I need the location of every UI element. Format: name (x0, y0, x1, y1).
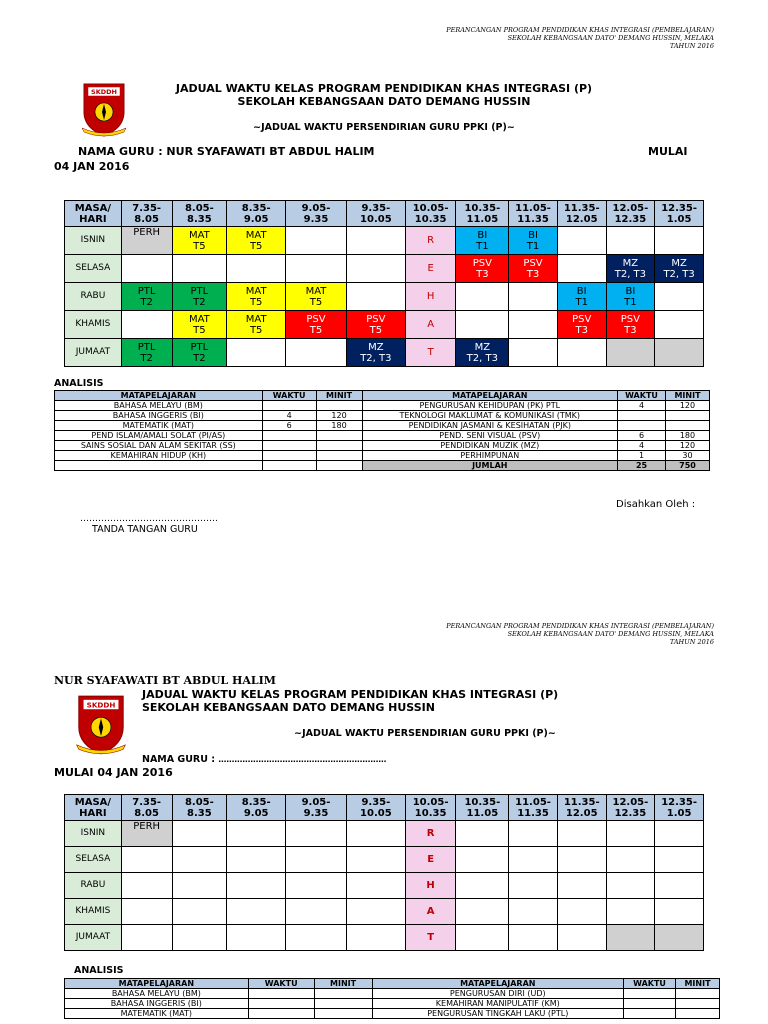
timetable-header-cell: 12.35- 1.05 (655, 795, 704, 821)
analysis-cell: 120 (316, 411, 362, 421)
analysis-header: WAKTU (248, 979, 314, 989)
page1-teacher-name: NAMA GURU : NUR SYAFAWATI BT ABDUL HALIM (78, 145, 375, 158)
analysis-cell (248, 989, 314, 999)
timetable-header-cell: 10.35- 11.05 (456, 201, 509, 227)
lesson-cell: BI T1 (606, 283, 655, 311)
analysis-row (55, 431, 710, 441)
empty-cell (606, 339, 655, 367)
empty-cell (227, 873, 286, 899)
analysis-table-page1 (54, 390, 710, 471)
lesson-cell: BI T1 (456, 227, 509, 255)
analysis-cell (624, 999, 676, 1009)
analysis-cell (624, 989, 676, 999)
lesson-cell: MAT T5 (172, 311, 227, 339)
analysis-table-page2 (64, 978, 720, 1019)
page2-mulai: MULAI 04 JAN 2016 (54, 766, 173, 779)
empty-cell (227, 821, 286, 847)
analysis-cell: MATEMATIK (MAT) (55, 421, 263, 431)
analysis-cell (314, 999, 372, 1009)
analysis-cell (316, 431, 362, 441)
perh-cell: PERH (121, 821, 172, 847)
analysis-row (65, 999, 720, 1009)
analysis-row (55, 441, 710, 451)
empty-cell (655, 311, 704, 339)
analysis-header: MATAPELAJARAN (55, 391, 263, 401)
timetable-header-cell: 7.35- 8.05 (121, 795, 172, 821)
empty-cell (655, 227, 704, 255)
empty-cell (121, 255, 172, 283)
analysis-header: WAKTU (624, 979, 676, 989)
empty-cell (286, 227, 347, 255)
timetable-header-cell: 12.05- 12.35 (606, 795, 655, 821)
page2-title (142, 688, 558, 714)
empty-cell (557, 847, 606, 873)
lesson-cell: MZ T2, T3 (655, 255, 704, 283)
analysis-cell: KEMAHIRAN HIDUP (KH) (55, 451, 263, 461)
analysis-header: MINIT (316, 391, 362, 401)
analysis-cell: 6 (618, 431, 666, 441)
analysis-header: MATAPELAJARAN (362, 391, 618, 401)
empty-cell (456, 847, 509, 873)
lesson-cell: PSV T3 (456, 255, 509, 283)
empty-cell (606, 227, 655, 255)
analysis-header: WAKTU (262, 391, 316, 401)
empty-cell (557, 339, 606, 367)
analysis-cell: KEMAHIRAN MANIPULATIF (KM) (372, 999, 624, 1009)
analysis-cell: 30 (665, 451, 709, 461)
empty-cell (346, 873, 405, 899)
disahkan-label: Disahkan Oleh : (616, 499, 696, 510)
timetable-header-cell: 12.35- 1.05 (655, 201, 704, 227)
total-label: JUMLAH (362, 461, 618, 471)
analysis-cell: 1 (618, 451, 666, 461)
header-line-1: PERANCANGAN PROGRAM PENDIDIKAN KHAS INTEGRASI (PEMBELAJARAN) (446, 622, 714, 630)
analysis-row (65, 989, 720, 999)
lesson-cell: PSV T5 (286, 311, 347, 339)
lesson-cell: PTL T2 (121, 283, 172, 311)
day-label: KHAMIS (65, 311, 122, 339)
timetable-header-cell: 9.35- 10.05 (346, 795, 405, 821)
empty-cell (655, 339, 704, 367)
empty-cell (456, 925, 509, 951)
timetable-header-cell: 11.35- 12.05 (557, 201, 606, 227)
empty-cell (557, 899, 606, 925)
empty-cell (606, 899, 655, 925)
empty-cell (509, 339, 558, 367)
analysis-cell: 4 (618, 441, 666, 451)
header-line-3: TAHUN 2016 (669, 638, 714, 646)
analysis-cell (55, 461, 263, 471)
lesson-cell: PSV T3 (606, 311, 655, 339)
empty-cell (286, 873, 347, 899)
empty-cell (655, 283, 704, 311)
empty-cell (227, 899, 286, 925)
lesson-cell: MAT T5 (286, 283, 347, 311)
analysis-cell (262, 401, 316, 411)
analysis-row (65, 1009, 720, 1019)
document-header-page2 (354, 622, 714, 646)
analysis-cell: PENDIDIKAN MUZIK (MZ) (362, 441, 618, 451)
empty-cell (346, 925, 405, 951)
signature-dots: ………………………………………. (80, 514, 218, 524)
analysis-cell: MATEMATIK (MAT) (65, 1009, 249, 1019)
day-label: KHAMIS (65, 899, 122, 925)
analysis-row (55, 421, 710, 431)
page2-nama-guru (142, 754, 386, 765)
document-header (354, 26, 714, 50)
empty-cell (172, 847, 227, 873)
timetable-header-cell: 12.05- 12.35 (606, 201, 655, 227)
empty-cell (286, 925, 347, 951)
analysis-cell (248, 1009, 314, 1019)
timetable-header-cell: MASA/ HARI (65, 201, 122, 227)
page1-title-line2: SEKOLAH KEBANGSAAN DATO DEMANG HUSSIN (237, 95, 531, 108)
rehat-cell: H (405, 283, 456, 311)
empty-cell (172, 821, 227, 847)
page1-subtitle: ~JADUAL WAKTU PERSENDIRIAN GURU PPKI (P)~ (253, 122, 515, 133)
empty-cell (286, 339, 347, 367)
empty-cell (456, 821, 509, 847)
analysis-row (55, 451, 710, 461)
empty-cell (121, 311, 172, 339)
timetable-header-cell: 8.05- 8.35 (172, 795, 227, 821)
signature-label: TANDA TANGAN GURU (92, 524, 198, 535)
analysis-cell: PERHIMPUNAN (362, 451, 618, 461)
empty-cell (557, 227, 606, 255)
lesson-cell: PSV T3 (509, 255, 558, 283)
analysis-header: MINIT (314, 979, 372, 989)
total-waktu: 25 (618, 461, 666, 471)
empty-cell (606, 821, 655, 847)
day-label: ISNIN (65, 227, 122, 255)
page2-name-top: NUR SYAFAWATI BT ABDUL HALIM (54, 674, 276, 687)
timetable-header-cell: 8.05- 8.35 (172, 201, 227, 227)
analysis-cell: 120 (665, 441, 709, 451)
timetable-header-cell: 9.05- 9.35 (286, 201, 347, 227)
empty-cell (509, 925, 558, 951)
analysis-cell (665, 421, 709, 431)
day-label: SELASA (65, 255, 122, 283)
empty-cell (227, 925, 286, 951)
empty-cell (121, 899, 172, 925)
header-line-2: SEKOLAH KEBANGSAAN DATO' DEMANG HUSSIN, MELAKA (507, 630, 714, 638)
empty-cell (655, 847, 704, 873)
empty-cell (227, 339, 286, 367)
school-logo (74, 694, 128, 756)
empty-cell (509, 899, 558, 925)
analysis-label: ANALISIS (54, 378, 104, 389)
timetable-header-cell: 8.35- 9.05 (227, 201, 286, 227)
header-line-2: SEKOLAH KEBANGSAAN DATO' DEMANG HUSSIN, MELAKA (507, 34, 714, 42)
rehat-cell: A (405, 311, 456, 339)
analysis-cell: BAHASA INGGERIS (BI) (65, 999, 249, 1009)
empty-cell (456, 283, 509, 311)
analysis-cell (316, 401, 362, 411)
empty-cell (456, 873, 509, 899)
analysis-cell (316, 451, 362, 461)
header-line-1: PERANCANGAN PROGRAM PENDIDIKAN KHAS INTEGRASI (PEMBELAJARAN) (446, 26, 714, 34)
empty-cell (655, 821, 704, 847)
timetable-header-cell: 9.35- 10.05 (346, 201, 405, 227)
timetable-header-cell: 10.35- 11.05 (456, 795, 509, 821)
empty-cell (172, 873, 227, 899)
empty-cell (286, 255, 347, 283)
empty-cell (557, 873, 606, 899)
empty-cell (606, 847, 655, 873)
analysis-cell (262, 431, 316, 441)
analysis-cell (262, 451, 316, 461)
analysis-cell (675, 999, 719, 1009)
analysis-cell (618, 421, 666, 431)
rehat-cell: T (405, 925, 456, 951)
logo-text: SKDDH (91, 88, 117, 96)
timetable-header-cell: MASA/ HARI (65, 795, 122, 821)
lesson-cell: PSV T5 (346, 311, 405, 339)
day-label: SELASA (65, 847, 122, 873)
timetable-page2 (64, 794, 704, 951)
day-label: JUMAAT (65, 339, 122, 367)
rehat-cell: E (405, 847, 456, 873)
empty-cell (346, 821, 405, 847)
analysis-cell: TEKNOLOGI MAKLUMAT & KOMUNIKASI (TMK) (362, 411, 618, 421)
empty-cell (172, 899, 227, 925)
page2-title-line2: SEKOLAH KEBANGSAAN DATO DEMANG HUSSIN (142, 701, 435, 714)
lesson-cell: MZ T2, T3 (456, 339, 509, 367)
page2-title-line1: JADUAL WAKTU KELAS PROGRAM PENDIDIKAN KHAS INTEGRASI (P) (142, 688, 559, 701)
analysis-cell: BAHASA MELAYU (BM) (65, 989, 249, 999)
analysis-cell: PENDIDIKAN JASMANI & KESIHATAN (PJK) (362, 421, 618, 431)
empty-cell (557, 925, 606, 951)
lesson-cell: MAT T5 (227, 311, 286, 339)
empty-cell (655, 899, 704, 925)
analysis-cell: 4 (618, 401, 666, 411)
empty-cell (286, 847, 347, 873)
timetable-header-cell: 11.05- 11.35 (509, 795, 558, 821)
lesson-cell: PSV T3 (557, 311, 606, 339)
lesson-cell: MZ T2, T3 (606, 255, 655, 283)
timetable-header-cell: 11.05- 11.35 (509, 201, 558, 227)
rehat-cell: R (405, 227, 456, 255)
empty-cell (456, 899, 509, 925)
analysis-cell: BAHASA INGGERIS (BI) (55, 411, 263, 421)
page2-analysis-label: ANALISIS (74, 965, 124, 976)
empty-cell (121, 925, 172, 951)
analysis-cell (665, 411, 709, 421)
lesson-cell: MAT T5 (227, 227, 286, 255)
empty-cell (655, 873, 704, 899)
empty-cell (227, 847, 286, 873)
total-minit: 750 (665, 461, 709, 471)
empty-cell (509, 821, 558, 847)
empty-cell (655, 925, 704, 951)
analysis-cell: 120 (665, 401, 709, 411)
analysis-cell: PENGURUSAN KEHIDUPAN (PK) PTL (362, 401, 618, 411)
analysis-cell: PEND. SENI VISUAL (PSV) (362, 431, 618, 441)
analysis-header: MATAPELAJARAN (65, 979, 249, 989)
empty-cell (121, 847, 172, 873)
empty-cell (456, 311, 509, 339)
timetable-header-cell: 8.35- 9.05 (227, 795, 286, 821)
empty-cell (606, 925, 655, 951)
timetable-header-cell: 10.05- 10.35 (405, 201, 456, 227)
analysis-cell: 4 (262, 411, 316, 421)
empty-cell (606, 873, 655, 899)
analysis-cell (316, 441, 362, 451)
page1-mulai: MULAI (648, 145, 688, 158)
lesson-cell: PTL T2 (172, 339, 227, 367)
timetable-header-cell: 10.05- 10.35 (405, 795, 456, 821)
lesson-cell: PTL T2 (121, 339, 172, 367)
analysis-cell: SAINS SOSIAL DAN ALAM SEKITAR (SS) (55, 441, 263, 451)
perh-cell: PERH (121, 227, 172, 255)
analysis-total-row (55, 461, 710, 471)
rehat-cell: H (405, 873, 456, 899)
analysis-cell (262, 441, 316, 451)
lesson-cell: PTL T2 (172, 283, 227, 311)
empty-cell (346, 899, 405, 925)
page1-title-line1: JADUAL WAKTU KELAS PROGRAM PENDIDIKAN KHAS INTEGRASI (P) (175, 82, 593, 95)
page2-nama-guru-label: NAMA GURU : (142, 754, 216, 765)
analysis-header: MINIT (675, 979, 719, 989)
rehat-cell: A (405, 899, 456, 925)
analysis-cell: PEND ISLAM/AMALI SOLAT (PI/AS) (55, 431, 263, 441)
analysis-cell: 180 (316, 421, 362, 431)
analysis-cell: BAHASA MELAYU (BM) (55, 401, 263, 411)
empty-cell (286, 821, 347, 847)
analysis-cell (316, 461, 362, 471)
empty-cell (346, 283, 405, 311)
logo-text: SKDDH (86, 700, 116, 710)
day-label: RABU (65, 283, 122, 311)
lesson-cell: BI T1 (557, 283, 606, 311)
day-label: JUMAAT (65, 925, 122, 951)
header-line-3: TAHUN 2016 (669, 42, 714, 50)
empty-cell (286, 899, 347, 925)
empty-cell (509, 311, 558, 339)
day-label: ISNIN (65, 821, 122, 847)
analysis-cell (248, 999, 314, 1009)
analysis-cell: 6 (262, 421, 316, 431)
page2-subtitle: ~JADUAL WAKTU PERSENDIRIAN GURU PPKI (P)~ (294, 728, 556, 739)
rehat-cell: T (405, 339, 456, 367)
analysis-cell (675, 989, 719, 999)
analysis-cell (624, 1009, 676, 1019)
lesson-cell: BI T1 (509, 227, 558, 255)
analysis-cell (314, 1009, 372, 1019)
empty-cell (509, 283, 558, 311)
empty-cell (509, 847, 558, 873)
empty-cell (346, 227, 405, 255)
timetable-header-cell: 7.35- 8.05 (121, 201, 172, 227)
empty-cell (346, 847, 405, 873)
empty-cell (227, 255, 286, 283)
empty-cell (172, 255, 227, 283)
lesson-cell: MAT T5 (172, 227, 227, 255)
analysis-cell (314, 989, 372, 999)
analysis-cell: PENGURUSAN DIRI (UD) (372, 989, 624, 999)
analysis-header: MINIT (665, 391, 709, 401)
analysis-cell (262, 461, 316, 471)
rehat-cell: R (405, 821, 456, 847)
empty-cell (346, 255, 405, 283)
rehat-cell: E (405, 255, 456, 283)
empty-cell (172, 925, 227, 951)
empty-cell (509, 873, 558, 899)
analysis-cell (675, 1009, 719, 1019)
lesson-cell: MZ T2, T3 (346, 339, 405, 367)
analysis-header: WAKTU (618, 391, 666, 401)
lesson-cell: MAT T5 (227, 283, 286, 311)
page1-date: 04 JAN 2016 (54, 160, 130, 173)
analysis-cell (618, 411, 666, 421)
analysis-row (55, 411, 710, 421)
timetable-header-cell: 9.05- 9.35 (286, 795, 347, 821)
analysis-cell: 180 (665, 431, 709, 441)
day-label: RABU (65, 873, 122, 899)
analysis-header: MATAPELAJARAN (372, 979, 624, 989)
empty-cell (557, 821, 606, 847)
analysis-row (55, 401, 710, 411)
page2-nama-guru-line: ……………………………………………………… (218, 755, 387, 764)
empty-cell (557, 255, 606, 283)
page1-title (0, 82, 768, 108)
empty-cell (121, 873, 172, 899)
timetable-header-cell: 11.35- 12.05 (557, 795, 606, 821)
timetable-page1 (64, 200, 704, 367)
analysis-cell: PENGURUSAN TINGKAH LAKU (PTL) (372, 1009, 624, 1019)
